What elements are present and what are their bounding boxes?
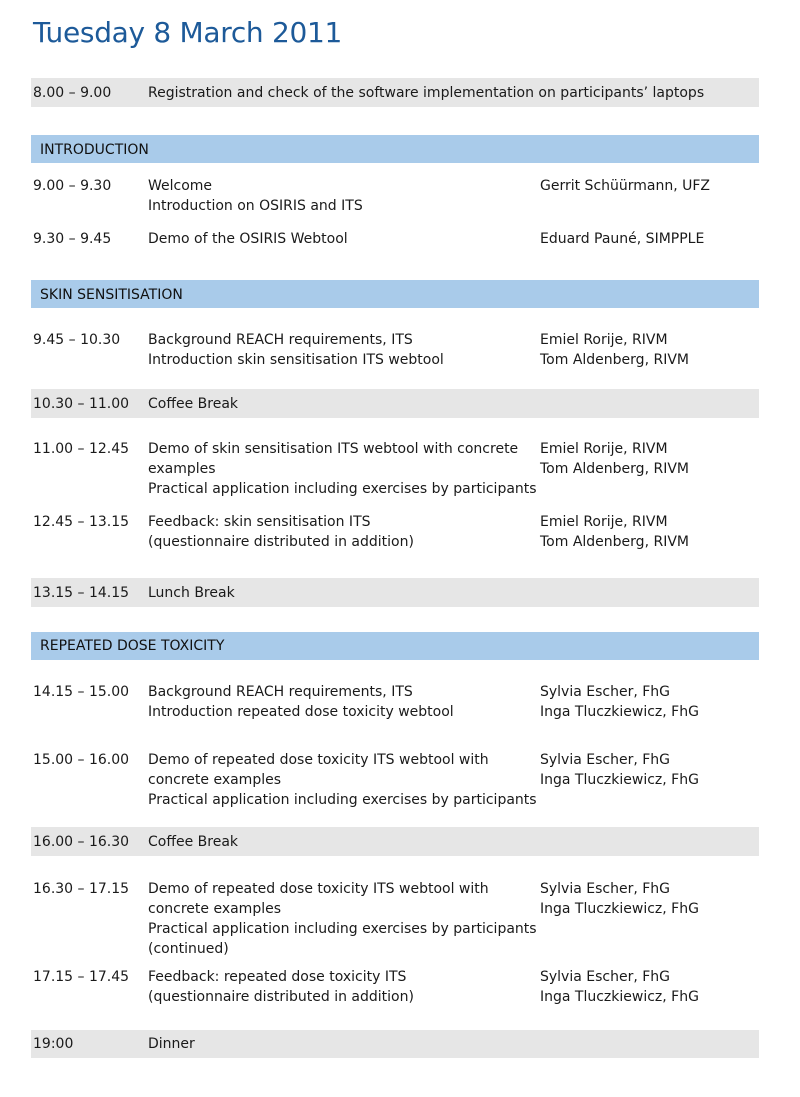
skin-background-speakers	[540, 330, 689, 370]
demo-osiris-time: 9.30 – 9.45	[33, 231, 112, 247]
speaker-line: Tom Aldenberg, RIVM	[540, 461, 689, 477]
activity-line: Coffee Break	[148, 396, 239, 412]
section-skin-label: SKIN SENSITISATION	[40, 287, 183, 303]
coffee2-time: 16.00 – 16.30	[33, 834, 130, 850]
rdt-background-time: 14.15 – 15.00	[33, 684, 130, 700]
coffee-break-row	[31, 827, 759, 856]
activity-line: Demo of repeated dose toxicity ITS webtool with	[148, 752, 489, 768]
skin-demo-activity	[148, 439, 537, 499]
speaker-line: Inga Tluczkiewicz, FhG	[540, 901, 699, 917]
rdt-demo2-activity	[148, 879, 537, 959]
speaker-line: Tom Aldenberg, RIVM	[540, 352, 689, 368]
rdt-feedback-activity	[148, 967, 414, 1007]
dinner-activity	[148, 1034, 195, 1054]
lunch-break-row	[31, 578, 759, 607]
activity-line: Dinner	[148, 1036, 195, 1052]
section-introduction-label: INTRODUCTION	[40, 142, 149, 158]
activity-line: Background REACH requirements, ITS	[148, 332, 413, 348]
activity-line: (questionnaire distributed in addition)	[148, 989, 414, 1005]
activity-line: concrete examples	[148, 901, 281, 917]
rdt-demo2-time: 16.30 – 17.15	[33, 881, 130, 897]
activity-line: (questionnaire distributed in addition)	[148, 534, 414, 550]
registration-time: 8.00 – 9.00	[33, 85, 112, 101]
activity-line: concrete examples	[148, 772, 281, 788]
activity-line: examples	[148, 461, 216, 477]
activity-line: Demo of repeated dose toxicity ITS webtool with	[148, 881, 489, 897]
activity-line: Introduction repeated dose toxicity webtool	[148, 704, 454, 720]
skin-demo-speakers	[540, 439, 689, 479]
activity-line: Welcome	[148, 178, 213, 194]
rdt-feedback-speakers	[540, 967, 699, 1007]
skin-demo-time: 11.00 – 12.45	[33, 441, 130, 457]
welcome-activity	[148, 176, 363, 216]
speaker-line: Gerrit Schüürmann, UFZ	[540, 178, 711, 194]
coffee2-activity	[148, 832, 238, 852]
speaker-line: Tom Aldenberg, RIVM	[540, 534, 689, 550]
coffee-break-row	[31, 389, 759, 418]
rdt-demo-speakers	[540, 750, 699, 790]
activity-line: Feedback: repeated dose toxicity ITS	[148, 969, 407, 985]
speaker-line: Sylvia Escher, FhG	[540, 684, 671, 700]
demo-osiris-activity	[148, 229, 348, 249]
rdt-background-activity	[148, 682, 454, 722]
speaker-line: Inga Tluczkiewicz, FhG	[540, 772, 699, 788]
welcome-speakers	[540, 176, 710, 196]
registration-activity	[148, 83, 704, 103]
welcome-time: 9.00 – 9.30	[33, 178, 112, 194]
rdt-demo-time: 15.00 – 16.00	[33, 752, 130, 768]
rdt-demo2-speakers	[540, 879, 699, 919]
rdt-demo-activity	[148, 750, 537, 810]
activity-line: Introduction on OSIRIS and ITS	[148, 198, 363, 214]
speaker-line: Eduard Pauné, SIMPPLE	[540, 231, 705, 247]
activity-line: Demo of the OSIRIS Webtool	[148, 231, 348, 247]
skin-background-time: 9.45 – 10.30	[33, 332, 121, 348]
coffee1-time: 10.30 – 11.00	[33, 396, 130, 412]
activity-line: Introduction skin sensitisation ITS webtool	[148, 352, 444, 368]
lunch-time: 13.15 – 14.15	[33, 585, 130, 601]
dinner-time: 19:00	[33, 1036, 74, 1052]
activity-line: Coffee Break	[148, 834, 239, 850]
skin-background-activity	[148, 330, 444, 370]
page-title: Tuesday 8 March 2011	[33, 16, 343, 49]
skin-feedback-speakers	[540, 512, 689, 552]
activity-line: Demo of skin sensitisation ITS webtool with concrete	[148, 441, 519, 457]
skin-feedback-activity	[148, 512, 414, 552]
speaker-line: Sylvia Escher, FhG	[540, 881, 671, 897]
activity-line: Practical application including exercises by participants	[148, 921, 537, 937]
speaker-line: Inga Tluczkiewicz, FhG	[540, 989, 699, 1005]
rdt-feedback-time: 17.15 – 17.45	[33, 969, 130, 985]
skin-feedback-time: 12.45 – 13.15	[33, 514, 130, 530]
rdt-background-speakers	[540, 682, 699, 722]
dinner-row	[31, 1030, 759, 1058]
speaker-line: Emiel Rorije, RIVM	[540, 332, 668, 348]
speaker-line: Emiel Rorije, RIVM	[540, 441, 668, 457]
speaker-line: Inga Tluczkiewicz, FhG	[540, 704, 699, 720]
speaker-line: Emiel Rorije, RIVM	[540, 514, 668, 530]
speaker-line: Sylvia Escher, FhG	[540, 752, 671, 768]
lunch-activity	[148, 583, 235, 603]
speaker-line: Sylvia Escher, FhG	[540, 969, 671, 985]
activity-line: Practical application including exercises by participants	[148, 792, 537, 808]
activity-line: Background REACH requirements, ITS	[148, 684, 413, 700]
activity-line: Lunch Break	[148, 585, 235, 601]
activity-line: (continued)	[148, 941, 229, 957]
activity-line: Practical application including exercises by participants	[148, 481, 537, 497]
coffee1-activity	[148, 394, 238, 414]
section-rdt-label: REPEATED DOSE TOXICITY	[40, 638, 225, 654]
activity-line: Feedback: skin sensitisation ITS	[148, 514, 371, 530]
activity-line: Registration and check of the software implementation on participants’ laptops	[148, 85, 705, 101]
demo-osiris-speakers	[540, 229, 704, 249]
